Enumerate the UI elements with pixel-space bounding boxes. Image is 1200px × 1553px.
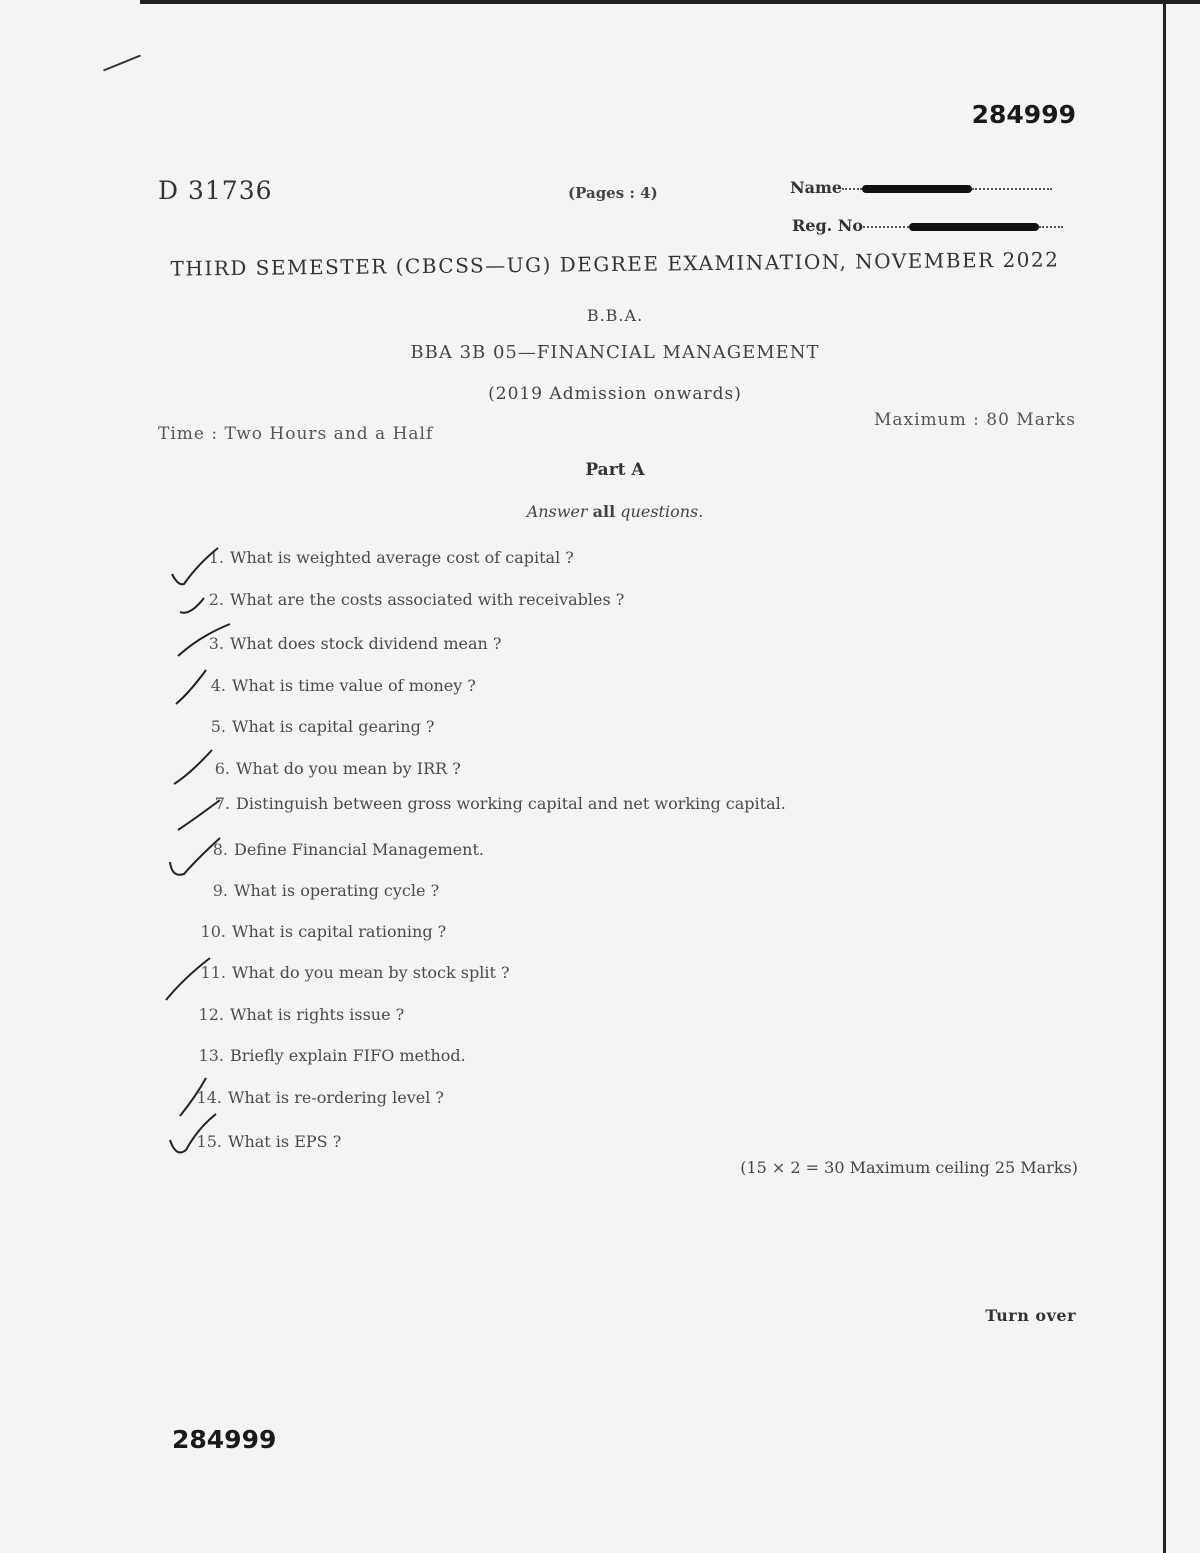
question-item xyxy=(186,922,446,941)
tick-mark-icon xyxy=(166,1112,222,1158)
turn-over-note: Turn over xyxy=(985,1306,1076,1325)
question-item xyxy=(188,840,484,859)
question-text: What is capital gearing ? xyxy=(232,717,435,736)
admission-note: (2019 Admission onwards) xyxy=(488,384,742,404)
question-number: 13. xyxy=(198,1046,224,1065)
instruction-questions: questions. xyxy=(620,502,704,521)
question-item xyxy=(184,548,574,567)
serial-number-bottom: 284999 xyxy=(172,1425,277,1454)
part-a-instruction xyxy=(0,502,1200,521)
name-redaction xyxy=(862,185,972,193)
tick-mark-icon xyxy=(164,956,220,1002)
question-number: 7. xyxy=(214,794,230,813)
scan-right-edge xyxy=(1163,0,1166,1553)
reg-no-label: Reg. No xyxy=(792,216,864,235)
question-text: What do you mean by IRR ? xyxy=(236,759,461,778)
tick-mark-icon xyxy=(172,748,228,794)
question-text: What is re-ordering level ? xyxy=(228,1088,445,1107)
serial-number-top: 284999 xyxy=(971,100,1076,129)
question-text: What is rights issue ? xyxy=(230,1005,405,1024)
question-text: Briefly explain FIFO method. xyxy=(230,1046,466,1065)
question-number: 3. xyxy=(208,634,224,653)
question-text: Define Financial Management. xyxy=(234,840,484,859)
reg-no-field xyxy=(792,216,1063,235)
question-text: What is time value of money ? xyxy=(232,676,476,695)
tick-mark-icon xyxy=(172,668,228,714)
question-number: 8. xyxy=(212,840,228,859)
question-text: Distinguish between gross working capital and net working capital. xyxy=(236,794,786,813)
question-text: What are the costs associated with receivables ? xyxy=(230,590,625,609)
question-item xyxy=(184,1046,466,1065)
name-label: Name xyxy=(790,178,843,197)
question-text: What do you mean by stock split ? xyxy=(232,963,510,982)
question-number: 14. xyxy=(196,1088,222,1107)
pen-mark xyxy=(103,55,141,72)
question-text: What does stock dividend mean ? xyxy=(230,634,502,653)
question-text: What is operating cycle ? xyxy=(234,881,440,900)
tick-mark-icon xyxy=(166,834,222,880)
question-number: 4. xyxy=(210,676,226,695)
question-text: What is capital rationing ? xyxy=(232,922,447,941)
question-item xyxy=(188,881,439,900)
question-number: 9. xyxy=(212,881,228,900)
instruction-all: all xyxy=(592,502,616,521)
question-item xyxy=(184,590,624,609)
page-count: (Pages : 4) xyxy=(568,184,658,202)
exam-title: THIRD SEMESTER (CBCSS—UG) DEGREE EXAMINATION, NOVEMBER 2022 xyxy=(170,247,1060,281)
program-name: B.B.A. xyxy=(586,306,644,325)
reg-no-redaction xyxy=(909,223,1039,231)
question-number: 5. xyxy=(210,717,226,736)
part-a-title: Part A xyxy=(585,460,645,480)
tick-mark-icon xyxy=(168,544,224,590)
question-number: 10. xyxy=(200,922,226,941)
maximum-marks: Maximum : 80 Marks xyxy=(873,410,1076,430)
question-item xyxy=(190,794,786,813)
question-number: 15. xyxy=(196,1132,222,1151)
question-item xyxy=(190,759,461,778)
part-a-marks-note: (15 × 2 = 30 Maximum ceiling 25 Marks) xyxy=(740,1158,1078,1177)
instruction-answer: Answer xyxy=(526,502,588,521)
paper-code: D 31736 xyxy=(158,176,273,205)
question-text: What is weighted average cost of capital ? xyxy=(230,548,574,567)
subject-title: BBA 3B 05—FINANCIAL MANAGEMENT xyxy=(410,342,820,363)
question-number: 11. xyxy=(200,963,226,982)
question-item xyxy=(186,676,476,695)
question-number: 12. xyxy=(198,1005,224,1024)
name-field xyxy=(790,178,1052,197)
tick-mark-icon xyxy=(176,622,232,668)
question-text: What is EPS ? xyxy=(228,1132,342,1151)
exam-duration: Time : Two Hours and a Half xyxy=(158,424,434,444)
question-item xyxy=(186,717,434,736)
question-number: 1. xyxy=(208,548,224,567)
scan-top-edge xyxy=(140,0,1200,4)
question-number: 2. xyxy=(208,590,224,609)
question-item xyxy=(186,963,510,982)
question-item xyxy=(184,1005,404,1024)
question-number: 6. xyxy=(214,759,230,778)
